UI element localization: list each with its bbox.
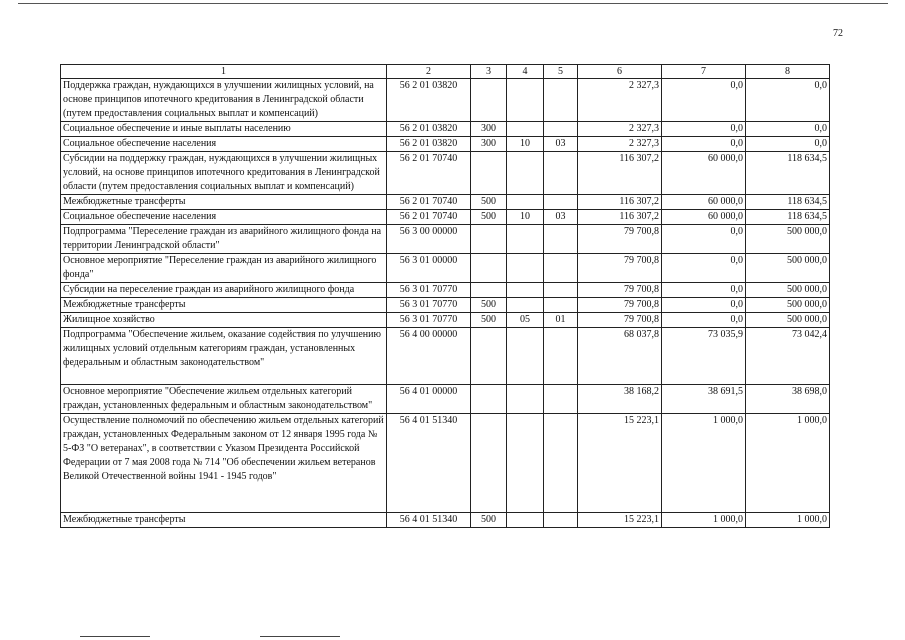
row-name: Подпрограмма "Переселение граждан из аварийного жилищного фонда на территории Ленинградской области" [61,225,387,254]
row-value-col6: 79 700,8 [578,313,662,328]
row-pr: 01 [544,313,578,328]
column-header: 5 [544,65,578,79]
table-row [61,254,830,283]
row-vr [471,225,507,254]
row-value-col6: 116 307,2 [578,195,662,210]
row-pr [544,152,578,195]
row-value-col8: 118 634,5 [746,210,830,225]
table-row [61,298,830,313]
row-pr [544,328,578,385]
row-rz [507,283,544,298]
row-value-col8: 0,0 [746,79,830,122]
row-pr: 03 [544,137,578,152]
row-name: Социальное обеспечение населения [61,210,387,225]
row-value-col6: 2 327,3 [578,137,662,152]
row-code: 56 3 01 00000 [387,254,471,283]
row-code: 56 2 01 03820 [387,122,471,137]
row-rz [507,385,544,414]
row-vr [471,385,507,414]
scan-artifact-line [260,636,340,637]
row-value-col8: 118 634,5 [746,152,830,195]
row-code: 56 2 01 70740 [387,210,471,225]
row-vr: 500 [471,513,507,528]
table-row [61,385,830,414]
row-pr [544,414,578,513]
column-header: 2 [387,65,471,79]
table-row [61,313,830,328]
row-code: 56 3 01 70770 [387,298,471,313]
table-row [61,513,830,528]
row-name: Межбюджетные трансферты [61,195,387,210]
row-value-col7: 0,0 [662,79,746,122]
row-value-col7: 0,0 [662,283,746,298]
row-value-col7: 0,0 [662,313,746,328]
page-number: 72 [833,28,843,39]
row-vr [471,254,507,283]
column-header: 4 [507,65,544,79]
row-name: Субсидии на переселение граждан из аварийного жилищного фонда [61,283,387,298]
row-vr [471,152,507,195]
table-row [61,210,830,225]
row-value-col7: 0,0 [662,254,746,283]
row-pr [544,225,578,254]
row-value-col7: 60 000,0 [662,152,746,195]
row-value-col8: 500 000,0 [746,225,830,254]
row-vr: 500 [471,210,507,225]
row-pr [544,385,578,414]
row-rz: 10 [507,137,544,152]
column-header: 8 [746,65,830,79]
row-value-col6: 116 307,2 [578,210,662,225]
scan-edge-line [18,3,888,4]
row-value-col7: 60 000,0 [662,195,746,210]
row-value-col7: 38 691,5 [662,385,746,414]
row-pr [544,513,578,528]
row-pr [544,298,578,313]
row-rz [507,414,544,513]
table-row [61,79,830,122]
row-rz [507,328,544,385]
row-value-col6: 79 700,8 [578,283,662,298]
table-row [61,225,830,254]
row-value-col6: 15 223,1 [578,414,662,513]
row-value-col6: 79 700,8 [578,298,662,313]
table-row [61,137,830,152]
row-code: 56 2 01 03820 [387,79,471,122]
row-value-col6: 2 327,3 [578,122,662,137]
row-value-col7: 73 035,9 [662,328,746,385]
row-rz [507,298,544,313]
row-vr: 300 [471,122,507,137]
row-vr [471,283,507,298]
row-name: Межбюджетные трансферты [61,298,387,313]
row-value-col8: 500 000,0 [746,298,830,313]
row-rz [507,152,544,195]
row-code: 56 4 01 00000 [387,385,471,414]
table-row [61,195,830,210]
row-vr: 500 [471,195,507,210]
column-header: 7 [662,65,746,79]
row-code: 56 2 01 70740 [387,195,471,210]
row-rz [507,513,544,528]
row-code: 56 3 01 70770 [387,283,471,298]
budget-table [60,64,830,528]
row-pr [544,195,578,210]
table-row [61,414,830,513]
row-pr [544,254,578,283]
row-vr: 300 [471,137,507,152]
column-header: 3 [471,65,507,79]
row-code: 56 4 01 51340 [387,414,471,513]
row-code: 56 4 01 51340 [387,513,471,528]
row-rz [507,254,544,283]
row-value-col8: 118 634,5 [746,195,830,210]
row-name: Социальное обеспечение и иные выплаты населению [61,122,387,137]
row-vr [471,328,507,385]
row-value-col7: 0,0 [662,137,746,152]
row-code: 56 2 01 03820 [387,137,471,152]
row-value-col6: 68 037,8 [578,328,662,385]
row-rz: 05 [507,313,544,328]
header-row [61,65,830,79]
row-name: Осуществление полномочий по обеспечению жильем отдельных категорий граждан, установленных Федеральным законом от 12 января 1995 года № 5-ФЗ "О ветеранах", в соответствии с Указом Президента Российской Федерации от 7 мая 2008 года № 714 "Об обеспечении жильем ветеранов Великой Отечественной войны 1941 - 1945 годов" [61,414,387,513]
column-header: 1 [61,65,387,79]
row-value-col7: 0,0 [662,298,746,313]
row-rz [507,225,544,254]
row-pr [544,122,578,137]
row-value-col6: 116 307,2 [578,152,662,195]
row-rz: 10 [507,210,544,225]
row-vr: 500 [471,298,507,313]
column-header: 6 [578,65,662,79]
table-row [61,283,830,298]
row-name: Субсидии на поддержку граждан, нуждающихся в улучшении жилищных условий, на основе принципов ипотечного кредитования в Ленинградской области (путем предоставления социальных выплат и компенсаций) [61,152,387,195]
row-value-col7: 1 000,0 [662,414,746,513]
row-value-col7: 1 000,0 [662,513,746,528]
row-value-col6: 15 223,1 [578,513,662,528]
row-name: Поддержка граждан, нуждающихся в улучшении жилищных условий, на основе принципов ипотечного кредитования в Ленинградской области (путем предоставления социальных выплат и компенсаций) [61,79,387,122]
row-pr [544,79,578,122]
row-name: Основное мероприятие "Переселение граждан из аварийного жилищного фонда" [61,254,387,283]
row-code: 56 3 00 00000 [387,225,471,254]
row-value-col8: 0,0 [746,137,830,152]
table-row [61,328,830,385]
row-value-col8: 500 000,0 [746,254,830,283]
row-value-col8: 0,0 [746,122,830,137]
row-value-col8: 73 042,4 [746,328,830,385]
row-value-col6: 79 700,8 [578,254,662,283]
row-rz [507,122,544,137]
row-name: Социальное обеспечение населения [61,137,387,152]
table-row [61,122,830,137]
row-value-col7: 0,0 [662,122,746,137]
row-value-col8: 500 000,0 [746,313,830,328]
row-rz [507,195,544,210]
table-row [61,152,830,195]
row-value-col7: 60 000,0 [662,210,746,225]
row-value-col8: 38 698,0 [746,385,830,414]
row-value-col6: 38 168,2 [578,385,662,414]
row-name: Межбюджетные трансферты [61,513,387,528]
row-value-col8: 1 000,0 [746,513,830,528]
row-value-col8: 1 000,0 [746,414,830,513]
scan-artifact-line [80,636,150,637]
row-vr [471,79,507,122]
row-value-col7: 0,0 [662,225,746,254]
row-code: 56 4 00 00000 [387,328,471,385]
row-value-col8: 500 000,0 [746,283,830,298]
row-name: Жилищное хозяйство [61,313,387,328]
row-value-col6: 79 700,8 [578,225,662,254]
row-code: 56 3 01 70770 [387,313,471,328]
row-vr [471,414,507,513]
row-vr: 500 [471,313,507,328]
row-value-col6: 2 327,3 [578,79,662,122]
row-pr [544,283,578,298]
row-pr: 03 [544,210,578,225]
row-name: Подпрограмма "Обеспечение жильем, оказание содействия по улучшению жилищных условий отдельным категориям граждан, установленных федеральным и областным законодательством" [61,328,387,385]
row-name: Основное мероприятие "Обеспечение жильем отдельных категорий граждан, установленных федеральным и областным законодательством" [61,385,387,414]
row-rz [507,79,544,122]
row-code: 56 2 01 70740 [387,152,471,195]
